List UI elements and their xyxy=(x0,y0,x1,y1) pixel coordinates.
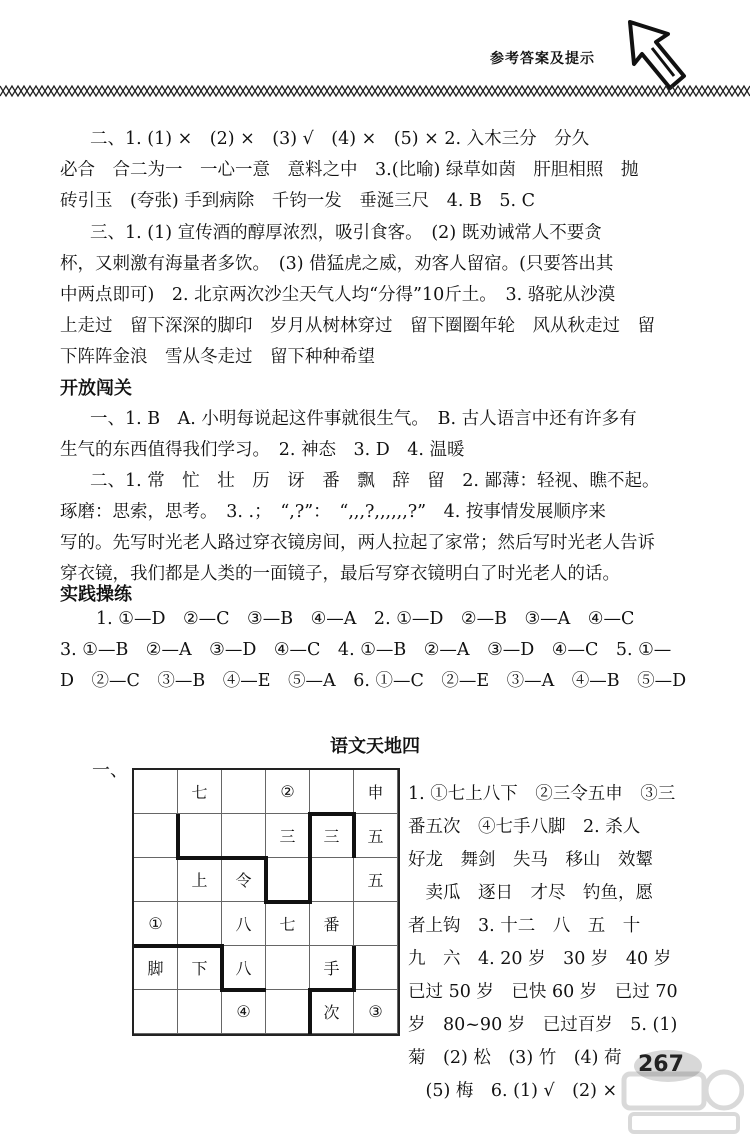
grid-cell xyxy=(266,990,310,1034)
text-line: 琢磨：思索，思考。 3. .； “,?”： “,,,?,,,,,,?” 4. 按事情发展顺序来 xyxy=(60,502,606,522)
open-section-heading: 开放闯关 xyxy=(60,378,132,399)
text-line: 中两点即可) 2. 北京两次沙尘天气人均“分得”10斤土。 3. 骆驼从沙漠 xyxy=(60,285,616,305)
grid-cell xyxy=(266,858,310,902)
grid-cell: 五 xyxy=(354,858,398,902)
grid-cell: 手 xyxy=(310,946,354,990)
grid-cell: ① xyxy=(134,902,178,946)
grid-cell: 上 xyxy=(178,858,222,902)
grid-cell: 八 xyxy=(222,902,266,946)
watermark-icon xyxy=(620,1066,744,1136)
text-line: (5) 梅 6. (1) √ (2) × xyxy=(408,1081,618,1101)
grid-cell: 八 xyxy=(222,946,266,990)
header-divider xyxy=(0,82,750,100)
grid-cell xyxy=(178,902,222,946)
text-line: 1. ①七上八下 ②三令五申 ③三 xyxy=(408,784,676,804)
text-line: 1. ①—D ②—C ③—B ④—A 2. ①—D ②—B ③—A ④—C xyxy=(96,609,635,629)
grid-cell xyxy=(310,770,354,814)
text-line: 生气的东西值得我们学习。 2. 神态 3. D 4. 温暖 xyxy=(60,440,465,460)
grid-cell: 五 xyxy=(354,814,398,858)
grid-cell xyxy=(134,770,178,814)
grid-cell xyxy=(178,990,222,1034)
text-line: 穿衣镜，我们都是人类的一面镜子，最后写穿衣镜明白了时光老人的话。 xyxy=(60,564,620,584)
practice-section-heading: 实践操练 xyxy=(60,584,132,605)
text-line: 者上钩 3. 十二 八 五 十 xyxy=(408,916,641,936)
grid-cell: 七 xyxy=(266,902,310,946)
text-line: 下阵阵金浪 雪从冬走过 留下种种希望 xyxy=(60,347,375,367)
grid-cell: 七 xyxy=(178,770,222,814)
grid-cell: ③ xyxy=(354,990,398,1034)
text-line: 已过 50 岁 已快 60 岁 已过 70 xyxy=(408,982,678,1002)
grid-cell xyxy=(134,858,178,902)
text-line: 好龙 舞剑 失马 移山 效颦 xyxy=(408,850,653,870)
grid-cell: ④ xyxy=(222,990,266,1034)
text-line: 岁 80~90 岁 已过百岁 5. (1) xyxy=(408,1015,678,1035)
grid-cell: 申 xyxy=(354,770,398,814)
text-line: 砖引玉 (夸张) 手到病除 千钧一发 垂涎三尺 4. B 5. C xyxy=(60,191,535,211)
text-line: 九 六 4. 20 岁 30 岁 40 岁 xyxy=(408,949,672,969)
section-title: 语文天地四 xyxy=(330,736,420,757)
text-line: 一、1. B A. 小明每说起这件事就很生气。 B. 古人语言中还有许多有 xyxy=(90,409,637,429)
section-two xyxy=(60,124,700,217)
grid-cell: 三 xyxy=(266,814,310,858)
grid-cell xyxy=(178,814,222,858)
grid-cell: 三 xyxy=(310,814,354,858)
text-line: 三、1. (1) 宣传酒的醇厚浓烈，吸引食客。 (2) 既劝诫常人不要贪 xyxy=(90,223,602,243)
grid-cell xyxy=(310,858,354,902)
grid-cell: 下 xyxy=(178,946,222,990)
text-line: 必合 合二为一 一心一意 意料之中 3.(比喻) 绿草如茵 肝胆相照 抛 xyxy=(60,160,639,180)
section-three xyxy=(60,218,700,373)
grid-cell: 番 xyxy=(310,902,354,946)
grid-cell xyxy=(222,814,266,858)
text-line: 写的。先写时光老人路过穿衣镜房间，两人拉起了家常；然后写时光老人告诉 xyxy=(60,533,655,553)
text-line: 菊 (2) 松 (3) 竹 (4) 荷 xyxy=(408,1048,622,1068)
part-label: 一、 xyxy=(92,760,128,781)
grid-cell xyxy=(134,814,178,858)
grid-cell: ② xyxy=(266,770,310,814)
open-section xyxy=(60,404,700,590)
text-line: 上走过 留下深深的脚印 岁月从树林穿过 留下圈圈年轮 风从秋走过 留 xyxy=(60,316,655,336)
text-line: 卖瓜 逐日 才尽 钓鱼，愿 xyxy=(408,883,653,903)
text-line: 杯，又刺激有海量者多饮。 (3) 借猛虎之威，劝客人留宿。(只要答出其 xyxy=(60,254,614,274)
page-number: 267 xyxy=(638,1052,684,1077)
grid-cell xyxy=(354,902,398,946)
grid-cell xyxy=(222,770,266,814)
header-title: 参考答案及提示 xyxy=(490,51,595,67)
grid-cell xyxy=(354,946,398,990)
text-line: 3. ①—B ②—A ③—D ④—C 4. ①—B ②—A ③—D ④—C 5. ①— xyxy=(60,640,672,660)
grid-cell xyxy=(266,946,310,990)
practice-section xyxy=(60,604,700,697)
text-line: D ②—C ③—B ④—E ⑤—A 6. ①—C ②—E ③—A ④—B ⑤—D xyxy=(60,671,687,691)
grid-cell xyxy=(134,990,178,1034)
grid-cell: 脚 xyxy=(134,946,178,990)
grid-cell: 次 xyxy=(310,990,354,1034)
grid-cell: 令 xyxy=(222,858,266,902)
text-line: 二、1. 常 忙 壮 历 讶 番 飘 辞 留 2. 鄙薄：轻视、瞧不起。 xyxy=(90,471,660,491)
crossword-grid xyxy=(132,768,400,1036)
text-line: 番五次 ④七手八脚 2. 杀人 xyxy=(408,817,641,837)
text-line: 二、1. (1) × (2) × (3) √ (4) × (5) × 2. 入木三分 分久 xyxy=(90,129,590,149)
